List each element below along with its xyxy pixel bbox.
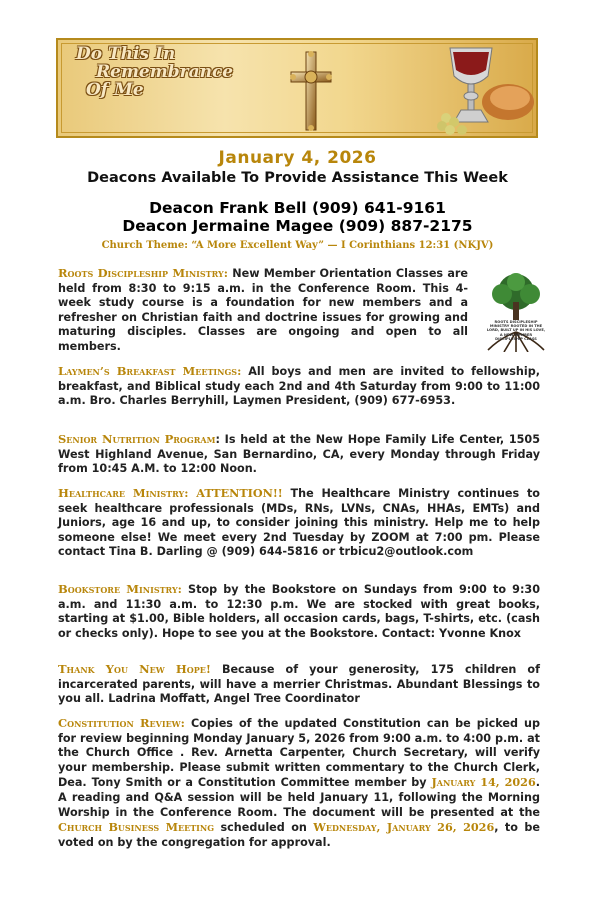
meeting-date: Wednesday, January 26, 2026 [313,820,495,835]
section-body: The Healthcare Ministry continues to seek healthcare professionals (MDs, RNs, LVNs, CNAs, HHAs, EMTs) and Juniors, age 16 and up, to consider joining this ministry. Help me to help someone else! We meet every 2nd Tuesday by ZOOM at 7:00 pm. Please contact Tina B. Darling @ (909) 644-5816 or trbicu2@outlook.com [58,487,540,559]
section-healthcare-ministry [58,486,540,560]
deacon-contact: Deacon Jermaine Magee (909) 887-2175 [122,217,473,235]
section-heading: Laymen’s Breakfast Meetings: [58,364,242,378]
section-body: , to be voted on by the congregation for approval. [58,821,540,849]
section-body: Because of your generosity, 175 children of incarcerated parents, will have a merrier Christmas. Abundant Blessings to you all. Ladrina Moffatt, Angel Tree Coordinator [58,663,540,706]
section-body: New Member Orientation Classes are held from 8:30 to 9:15 a.m. in the Conference Room. This 4-week study course is a foundation for new members and a refresher on Christian faith and doctrine issues for growing and maturing disciples. Classes are ongoing and open to all members. [58,267,468,353]
section-heading: Senior Nutrition Program [58,432,216,446]
banner-title [76,46,266,100]
section-body: scheduled on [214,821,314,835]
church-theme: Church Theme: “A More Excellent Way” — I Corinthians 12:31 (NKJV) [101,240,494,251]
section-senior-nutrition [58,432,540,477]
chalice-and-bread-icon [436,40,536,136]
header-banner [56,38,538,138]
bulletin-date: January 4, 2026 [218,148,377,168]
section-body: All boys and men are invited to fellowship, breakfast, and Biblical study each 2nd and 4th Saturday from 9:00 to 11:00 a.m. Bro. Charles Berryhill, Laymen President, (909) 677-6953. [58,365,540,408]
section-body: Copies of the updated Constitution can be picked up for review beginning Monday January 5, 2026 from 9:00 a.m. to 4:00 p.m. at the Church Office . Rev. Arnetta Carpenter, Church Secretary, will verify your membership. Please submit written commentary to the Church Clerk, Dea. Tony Smith or a Constitution Committee member by [58,717,540,790]
tree-logo-caption: ROOTS DISCIPLESHIP MINISTRY ROOTED IN THE LORD, BUILT UP IN HIS LOVE, A NEW MEMBER DISCIPLESHIP CLASS [486,320,546,341]
banner-line-2: Remembrance [96,61,234,82]
cross-icon [288,48,334,134]
banner-line-1: Do This In [76,44,176,64]
attention-label: ATTENTION!! [188,486,283,500]
section-body: Stop by the Bookstore on Sundays from 9:00 to 9:30 a.m. and 11:30 a.m. to 12:30 p.m. We are stocked with great books, starting at $1.00, Bible holders, all occasion cards, bags, T-shirts, etc. (cash or checks only). Hope to see you at the Bookstore. Contact: Yvonne Knox [58,583,540,640]
section-body: : Is held at the New Hope Family Life Center, 1505 West Highland Avenue, San Bernardino, CA, every Monday through Friday from 10:45 A.M. to 12:00 Noon. [58,433,540,476]
section-thank-you [58,662,540,707]
section-heading: Bookstore Ministry: [58,582,182,596]
section-heading: Roots Discipleship Ministry: [58,266,228,280]
section-heading: Thank You New Hope! [58,662,211,676]
meeting-name: Church Business Meeting [58,820,215,835]
deacon-contact: Deacon Frank Bell (909) 641-9161 [149,199,446,217]
section-bookstore-ministry [58,582,540,641]
section-roots-discipleship [58,266,468,355]
banner-line-3: Of Me [86,79,144,100]
section-heading: Healthcare Ministry: [58,486,189,500]
section-body: . A reading and Q&A session will be held January 11, following the Morning Worship in the Conference Room. The document will be presented at the [58,776,540,819]
section-constitution-review [58,716,540,850]
section-heading: Constitution Review: [58,716,185,730]
section-laymens-breakfast [58,364,540,409]
deadline-date: January 14, 2026 [431,775,536,790]
deacons-heading: Deacons Available To Provide Assistance This Week [87,170,508,186]
